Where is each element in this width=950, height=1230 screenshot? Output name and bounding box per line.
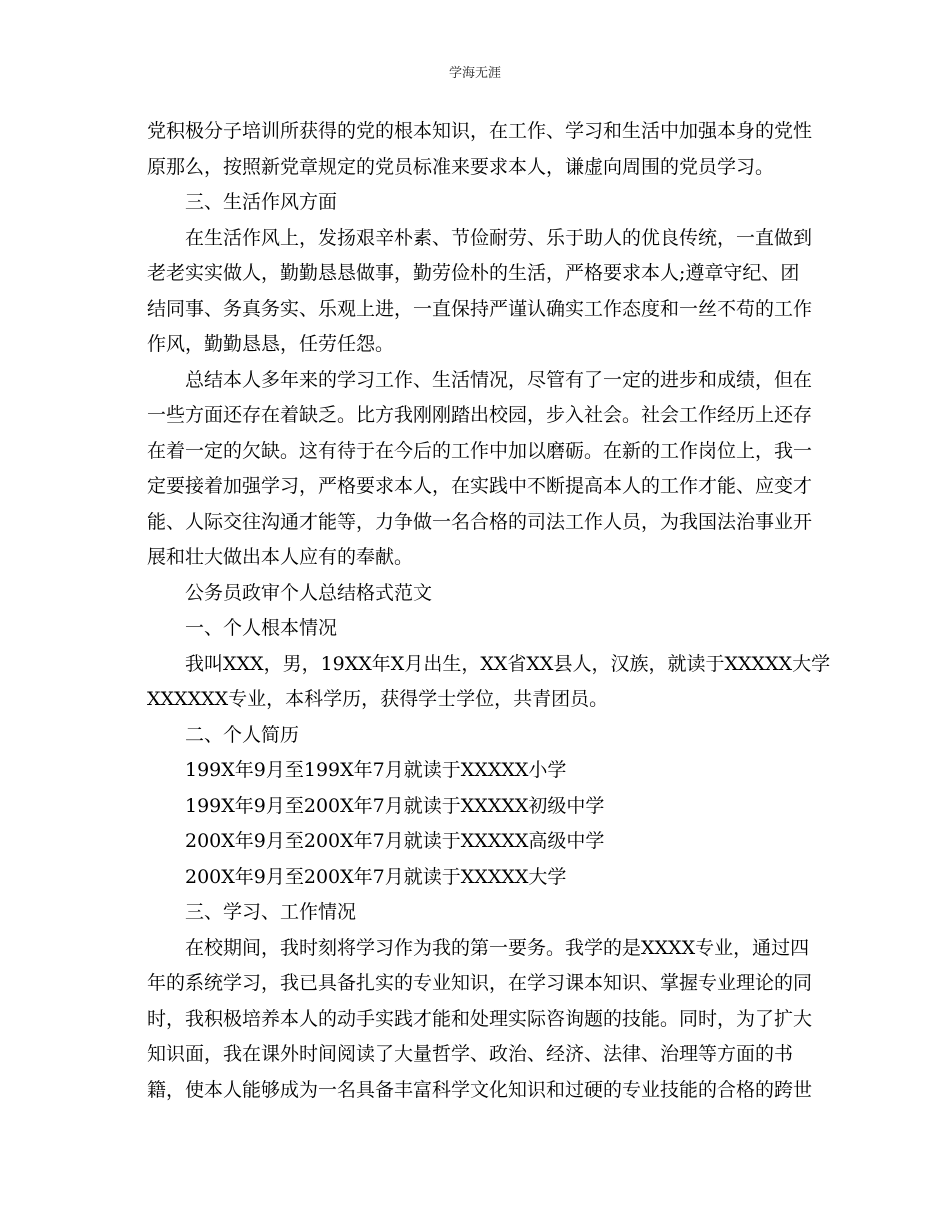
text-line: 200X年9月至200X年7月就读于XXXXX高级中学 [185,830,605,852]
text-line: XXXXXX专业，本科学历，获得学士学位，共青团员。 [147,688,609,710]
text-line: 在着一定的欠缺。这有待于在今后的工作中加以磨砺。在新的工作岗位上，我一 [147,439,813,462]
text-line: 一些方面还存在着缺乏。比方我刚刚踏出校园，步入社会。社会工作经历上还存 [147,404,813,426]
text-line: 作风，勤勤恳恳，任劳任怨。 [147,333,395,355]
text-line: 二、个人简历 [185,723,300,746]
text-line: 年的系统学习，我已具备扎实的专业知识，在学习课本知识、掌握专业理论的同 [147,972,813,994]
text-line: 公务员政审个人总结格式范文 [185,581,433,604]
text-line: 199X年9月至199X年7月就读于XXXXX小学 [185,759,567,781]
text-line: 三、生活作风方面 [185,191,338,213]
text-line: 在生活作风上，发扬艰辛朴素、节俭耐劳、乐于助人的优良传统，一直做到 [185,226,813,249]
text-line: 200X年9月至200X年7月就读于XXXXX大学 [185,865,567,888]
text-line: 展和壮大做出本人应有的奉献。 [147,546,414,568]
text-line: 老老实实做人，勤勤恳恳做事，勤劳俭朴的生活，严格要求本人;遵章守纪、团 [147,262,800,284]
text-line: 籍，使本人能够成为一名具备丰富科学文化知识和过硬的专业技能的合格的跨世 [147,1078,813,1101]
text-line: 结同事、务真务实、乐观上进，一直保持严谨认确实工作态度和一丝不苟的工作 [147,297,813,320]
text-line: 能、人际交往沟通才能等，力争做一名合格的司法工作人员，为我国法治事业开 [147,510,813,533]
text-line: 三、学习、工作情况 [185,901,357,923]
text-line: 知识面，我在课外时间阅读了大量哲学、政治、经济、法律、治理等方面的书 [147,1043,794,1065]
text-line: 定要接着加强学习，严格要求本人，在实践中不断提高本人的工作才能、应变才 [147,475,813,497]
text-line: 总结本人多年来的学习工作、生活情况，尽管有了一定的进步和成绩，但在 [185,368,813,391]
text-line: 我叫XXX，男，19XX年X月出生，XX省XX县人，汉族，就读于XXXXX大学 [185,652,831,675]
text-line: 在校期间，我时刻将学习作为我的第一要务。我学的是XXXX专业，通过四 [185,936,810,959]
text-line: 一、个人根本情况 [185,617,338,639]
text-line: 时，我积极培养本人的动手实践才能和处理实际咨询题的技能。同时，为了扩大 [147,1007,813,1030]
text-line: 原那么，按照新党章规定的党员标准来要求本人，谦虚向周围的党员学习。 [147,155,775,178]
text-line: 党积极分子培训所获得的党的根本知识，在工作、学习和生活中加强本身的党性 [147,120,813,142]
text-line: 199X年9月至200X年7月就读于XXXXX初级中学 [185,794,605,817]
document-body [147,114,831,1108]
page-header: 学海无涯 [448,66,501,81]
